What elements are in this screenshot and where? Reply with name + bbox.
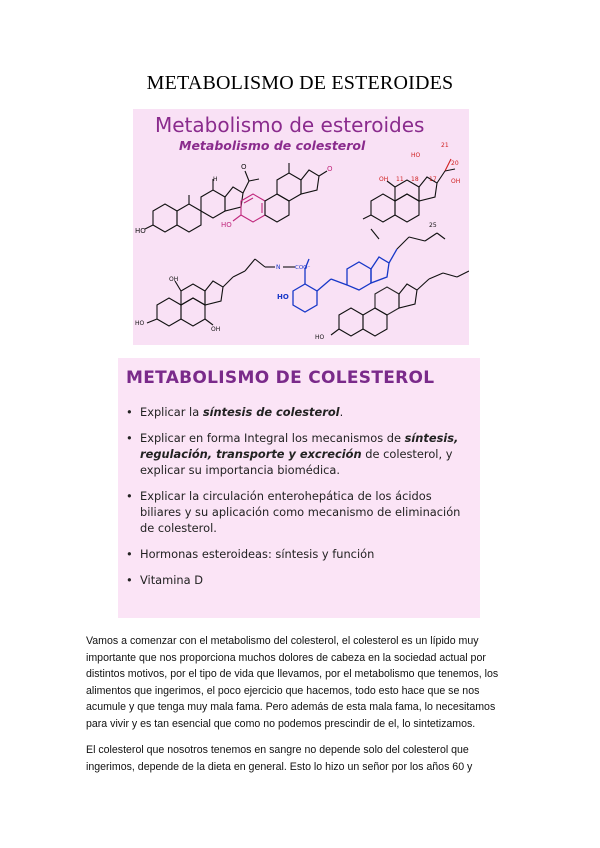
label-ho-6: HO (315, 334, 325, 341)
slide2-title: METABOLISMO DE COLESTEROL (126, 368, 435, 388)
bullet-icon: • (126, 431, 133, 445)
slide-objectives (118, 358, 480, 618)
label-ho-2: HO (221, 221, 232, 229)
list-item: • Explicar la síntesis de colesterol. (126, 405, 344, 419)
structure-dehydrocholesterol (331, 271, 469, 336)
structure-cortisol (363, 159, 455, 222)
label-h: H (213, 176, 218, 183)
label-c18: 18 (411, 176, 419, 183)
slide-steroid-structures (133, 109, 469, 345)
list-item: • Vitamina D (126, 573, 204, 587)
objectives-list (126, 404, 476, 598)
label-ho-4: HO (277, 293, 289, 301)
vitamin-d-side-chain (371, 229, 445, 249)
structure-vitamin-d (293, 249, 397, 312)
label-oh-4: OH (211, 326, 221, 333)
list-item: • Explicar la circulación enterohepática de los ácidos biliares y su aplicación como mecanismo de eliminación de colesterol. (126, 489, 461, 535)
list-item: • Hormonas esteroideas: síntesis y función (126, 547, 375, 561)
body-paragraph-1: Vamos a comenzar con el metabolismo del colesterol, el colesterol es un lípido muy importante que nos proporciona muchos dolores de cabeza en la sociedad actual por distintos motivos, por el tipo de vida que llevamos, por el metabolismo que tenemos, los alimentos que ingerimos, el poco ejercicio que hacemos, todo esto hace que se nos acumule y que tenga muy mala fama. Pero además de esta mala fama, lo necesitamos para vivir y es tan esencial que como no podemos prescindir de el, lo sintetizamos. (86, 635, 499, 730)
slide1-subtitle: Metabolismo de colesterol (179, 138, 366, 153)
list-item: • Explicar en forma Integral los mecanismos de síntesis, regulación, transporte y excreción de colesterol, y explicar su importancia biomédica. (126, 431, 459, 477)
document-title: METABOLISMO DE ESTEROIDES (146, 72, 454, 94)
label-o-2: O (327, 165, 333, 173)
label-c21: 21 (441, 142, 449, 149)
label-c20: 20 (451, 160, 459, 167)
label-c17: 17 (429, 176, 437, 183)
bullet-icon: • (126, 547, 133, 561)
label-oh-1: OH (379, 176, 389, 183)
bullet-icon: • (126, 405, 133, 419)
label-ho-3: HO (135, 320, 145, 327)
bullet-icon: • (126, 489, 133, 503)
label-o-1: O (241, 163, 247, 171)
bullet-icon: • (126, 573, 133, 587)
label-ho-5: HO (411, 152, 421, 159)
structure-bile-acid (147, 259, 295, 326)
slide1-title: Metabolismo de esteroides (155, 113, 425, 137)
label-c11: 11 (396, 176, 404, 183)
label-c25: 25 (429, 222, 437, 229)
body-paragraph-2: El colesterol que nosotros tenemos en sangre no depende solo del colesterol que ingerimos, depende de la dieta en general. Esto lo hizo un señor por los años 60 y (86, 744, 473, 773)
label-ho-1: HO (135, 227, 146, 235)
label-oh-2: OH (451, 178, 461, 185)
structure-estrone (233, 163, 327, 222)
label-oh-3: OH (169, 276, 179, 283)
structure-pregnenolone (145, 171, 259, 232)
label-coo: COO⁻ (295, 265, 311, 271)
label-n: N (276, 264, 281, 271)
